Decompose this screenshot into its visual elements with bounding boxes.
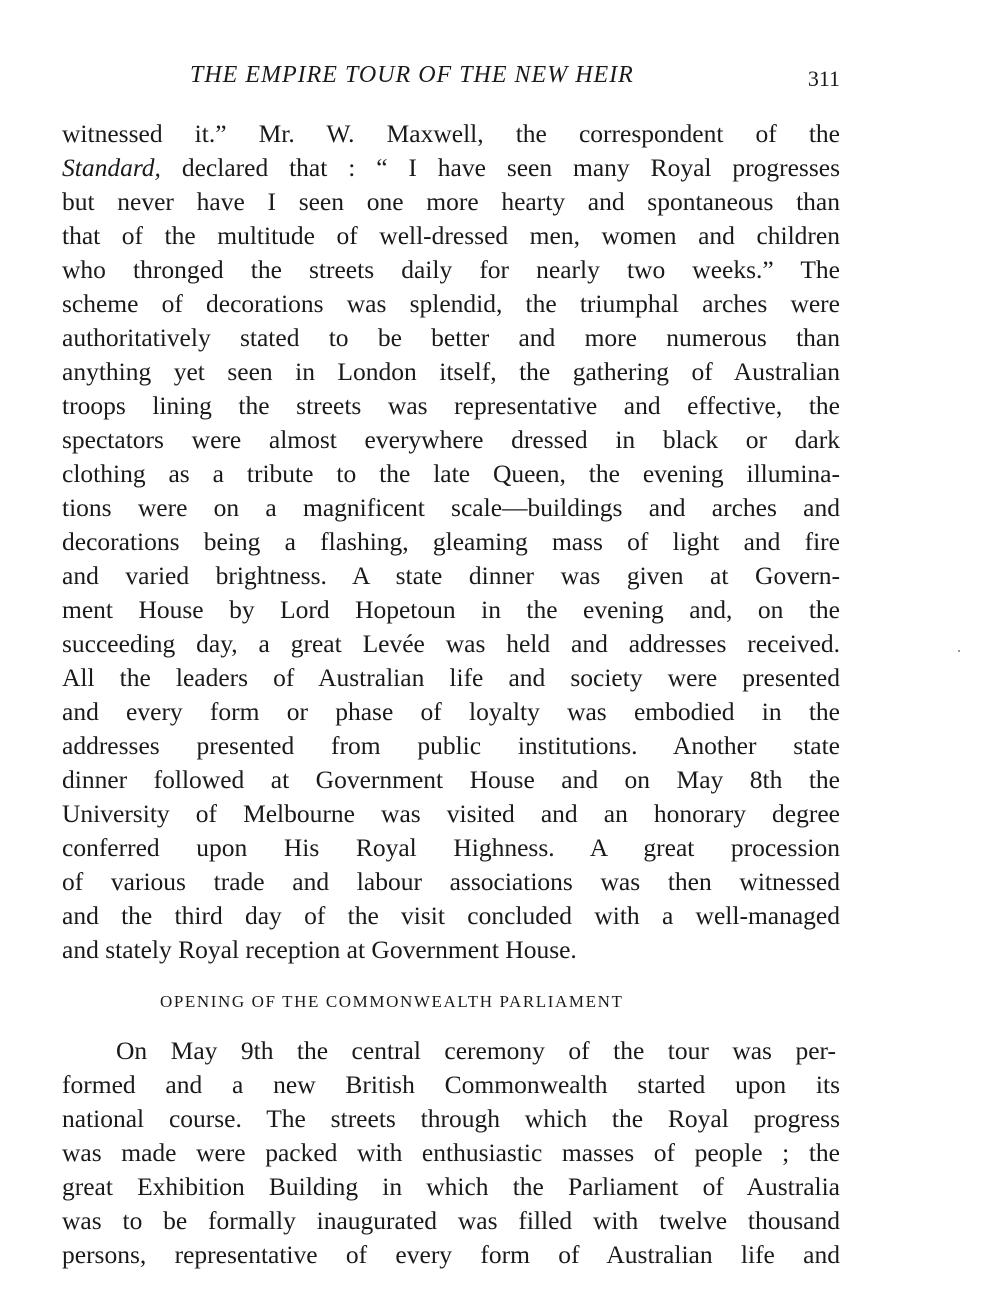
text-line: decorations being a flashing, gleaming mass of light and fire [62, 527, 840, 556]
text-line: spectators were almost everywhere dressed in black or dark [62, 425, 840, 454]
text-line: that of the multitude of well-dressed men, women and children [62, 221, 840, 250]
text-line: University of Melbourne was visited and an honorary degree [62, 799, 840, 828]
text-line-rest: declared that : “ I have seen many Royal progresses [181, 153, 841, 182]
text-line: and every form or phase of loyalty was embodied in the [62, 697, 840, 726]
text-line: and stately Royal reception at Government House. [62, 935, 577, 964]
text-line: of various trade and labour associations was then witnessed [62, 867, 840, 896]
text-line: troops lining the streets was representative and effective, the [62, 391, 840, 420]
text-line: conferred upon His Royal Highness. A great procession [62, 833, 840, 862]
text-line: witnessed it.” Mr. W. Maxwell, the correspondent of the [62, 119, 840, 148]
text-line: tions were on a magnificent scale—buildings and arches and [62, 493, 840, 522]
text-line: was to be formally inaugurated was filled with twelve thousand [62, 1206, 840, 1235]
newspaper-title: Standard, [62, 153, 161, 182]
section-heading: OPENING OF THE COMMONWEALTH PARLIAMENT [160, 992, 624, 1011]
text-line: addresses presented from public institutions. Another state [62, 731, 840, 760]
running-head [60, 62, 840, 96]
text-line: and the third day of the visit concluded with a well-managed [62, 901, 840, 930]
margin-speck [958, 650, 960, 652]
text-line: succeeding day, a great Levée was held and addresses received. [62, 629, 840, 658]
page-number: 311 [807, 66, 840, 91]
text-line: persons, representative of every form of Australian life and [62, 1240, 840, 1269]
text-line: was made were packed with enthusiastic masses of people ; the [62, 1138, 840, 1167]
text-line: and varied brightness. A state dinner was given at Govern- [62, 561, 840, 590]
text-line [62, 151, 840, 185]
text-line: authoritatively stated to be better and more numerous than [62, 323, 840, 352]
text-line: All the leaders of Australian life and society were presented [62, 663, 840, 692]
text-line: clothing as a tribute to the late Queen, the evening illumina- [62, 459, 840, 488]
text-line: On May 9th the central ceremony of the tour was per- [116, 1036, 836, 1065]
text-line: national course. The streets through which the Royal progress [62, 1104, 840, 1133]
text-line: dinner followed at Government House and on May 8th the [62, 765, 840, 794]
text-line: ment House by Lord Hopetoun in the evening and, on the [62, 595, 840, 624]
text-line: who thronged the streets daily for nearly two weeks.” The [62, 255, 840, 284]
text-line: great Exhibition Building in which the Parliament of Australia [62, 1172, 840, 1201]
text-line: but never have I seen one more hearty and spontaneous than [62, 187, 840, 216]
text-line: anything yet seen in London itself, the gathering of Australian [62, 357, 840, 386]
text-line: scheme of decorations was splendid, the triumphal arches were [62, 289, 840, 318]
running-title: THE EMPIRE TOUR OF THE NEW HEIR [190, 62, 634, 88]
text-line: formed and a new British Commonwealth started upon its [62, 1070, 840, 1099]
